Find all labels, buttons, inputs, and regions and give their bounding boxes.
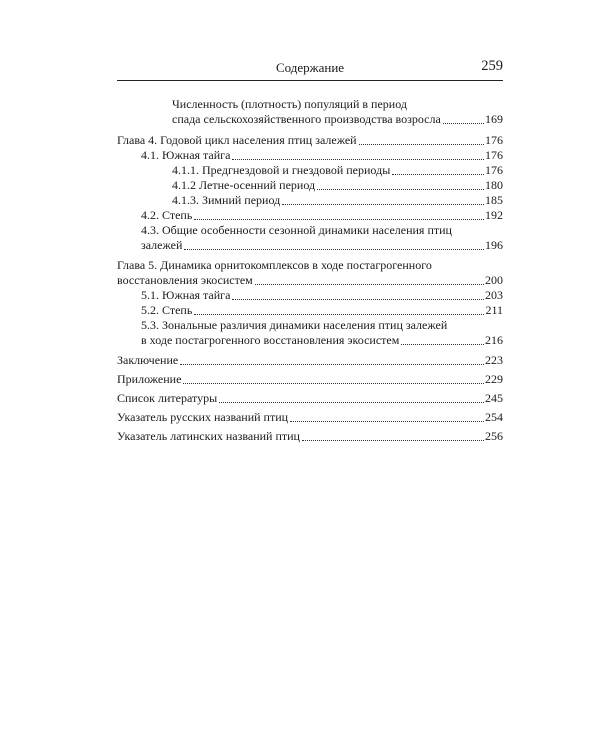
toc-entry-4-1[interactable] — [117, 148, 503, 163]
toc-entry-chapter-4[interactable] — [117, 133, 503, 148]
toc-entry-russian-index[interactable] — [117, 410, 503, 425]
dot-leader — [302, 440, 484, 441]
dot-leader — [232, 159, 484, 160]
running-header — [117, 58, 503, 81]
dot-leader — [359, 144, 484, 145]
toc-entry-population[interactable] — [117, 112, 503, 127]
toc-page-number: 203 — [485, 288, 503, 302]
dot-leader — [290, 421, 484, 422]
table-of-contents — [117, 97, 503, 444]
toc-entry-label: 5.1. Южная тайга — [141, 288, 231, 302]
dot-leader — [183, 383, 484, 384]
toc-entry-chapter-5[interactable] — [117, 273, 503, 288]
toc-entry-label: Указатель латинских названий птиц — [117, 429, 300, 443]
toc-entry-label: восстановления экосистем — [117, 273, 253, 287]
toc-page-number: 185 — [485, 193, 503, 207]
dot-leader — [194, 314, 484, 315]
dot-leader — [401, 344, 484, 345]
toc-entry-label: 4.2. Степь — [141, 208, 193, 222]
dot-leader — [219, 402, 484, 403]
dot-leader — [232, 299, 484, 300]
toc-entry-label: Указатель русских названий птиц — [117, 410, 289, 424]
toc-entry-conclusion[interactable] — [117, 353, 503, 368]
toc-entry-5-3-line1: 5.3. Зональные различия динамики населения птиц залежей — [141, 318, 448, 332]
dot-leader — [184, 249, 484, 250]
toc-entry-4-1-2[interactable] — [117, 178, 503, 193]
toc-page-number: 211 — [485, 303, 503, 317]
toc-page-number: 196 — [485, 238, 503, 252]
toc-page-number: 200 — [485, 273, 503, 287]
toc-page-number: 245 — [485, 391, 503, 405]
toc-page-number: 176 — [485, 148, 503, 162]
dot-leader — [317, 189, 484, 190]
toc-page-number: 192 — [485, 208, 503, 222]
toc-entry-label: Список литературы — [117, 391, 218, 405]
toc-entry-label: спада сельскохозяйственного производства возросла — [172, 112, 441, 126]
toc-entry-label: 4.1.2 Летне-осенний период — [172, 178, 316, 192]
toc-entry-references[interactable] — [117, 391, 503, 406]
toc-entry-label: 4.1. Южная тайга — [141, 148, 231, 162]
toc-entry-4-1-3[interactable] — [117, 193, 503, 208]
toc-entry-5-1[interactable] — [117, 288, 503, 303]
toc-page-number: 169 — [485, 112, 503, 126]
dot-leader — [392, 174, 484, 175]
toc-entry-latin-index[interactable] — [117, 429, 503, 444]
toc-entry-label: 4.1.1. Предгнездовой и гнездовой периоды — [172, 163, 391, 177]
toc-entry-chapter-5-line1: Глава 5. Динамика орнитокомплексов в ходе постагрогенного — [117, 258, 432, 272]
toc-entry-5-3[interactable] — [117, 333, 503, 348]
toc-entry-label: Глава 4. Годовой цикл населения птиц залежей — [117, 133, 357, 147]
toc-entry-4-3-line1: 4.3. Общие особенности сезонной динамики населения птиц — [141, 223, 452, 237]
dot-leader — [282, 204, 484, 205]
toc-entry-label: в ходе постагрогенного восстановления экосистем — [141, 333, 400, 347]
toc-page-number: 176 — [485, 133, 503, 147]
toc-page-number: 216 — [485, 333, 503, 347]
header-title: Содержание — [275, 60, 345, 75]
page-number: 259 — [481, 58, 503, 74]
toc-page-number: 229 — [485, 372, 503, 386]
toc-page-number: 223 — [485, 353, 503, 367]
toc-page-number: 254 — [485, 410, 503, 424]
dot-leader — [194, 219, 484, 220]
toc-page-number: 180 — [485, 178, 503, 192]
toc-page-number: 176 — [485, 163, 503, 177]
toc-entry-label: 5.2. Степь — [141, 303, 193, 317]
toc-entry-5-2[interactable] — [117, 303, 503, 318]
toc-entry-4-2[interactable] — [117, 208, 503, 223]
dot-leader — [255, 284, 484, 285]
toc-entry-population-line1: Численность (плотность) популяций в период — [172, 97, 407, 111]
toc-page-number: 256 — [485, 429, 503, 443]
toc-entry-4-3[interactable] — [117, 238, 503, 253]
toc-entry-label: Приложение — [117, 372, 182, 386]
dot-leader — [180, 364, 484, 365]
toc-entry-label: 4.1.3. Зимний период — [172, 193, 281, 207]
toc-entry-appendix[interactable] — [117, 372, 503, 387]
dot-leader — [443, 123, 484, 124]
toc-entry-label: залежей — [141, 238, 183, 252]
toc-entry-4-1-1[interactable] — [117, 163, 503, 178]
toc-entry-label: Заключение — [117, 353, 179, 367]
